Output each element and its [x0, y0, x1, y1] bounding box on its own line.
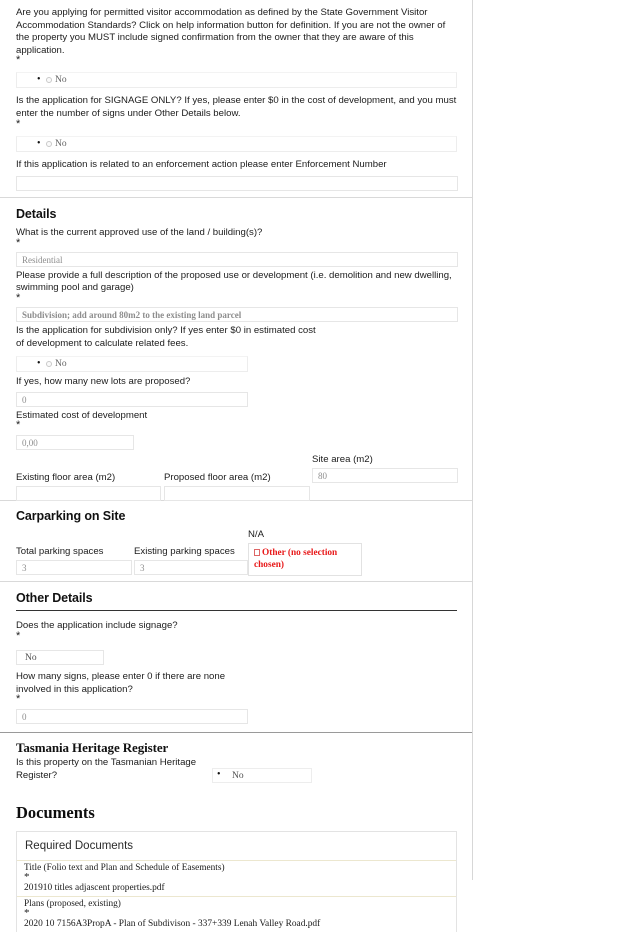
input-number-of-signs[interactable]: 0 — [16, 709, 248, 724]
heading-heritage-register: Tasmania Heritage Register — [16, 740, 169, 756]
answer-label: No — [55, 359, 67, 370]
bullet-icon: • — [37, 137, 41, 149]
radio-icon[interactable] — [46, 77, 52, 83]
label-site-area: Site area (m2) — [312, 454, 373, 466]
required-marker-8: * — [24, 871, 30, 884]
label-total-parking-spaces: Total parking spaces — [16, 546, 104, 558]
radio-icon[interactable] — [46, 141, 52, 147]
label-existing-floor-area: Existing floor area (m2) — [16, 472, 116, 484]
heritage-answer-label: No — [232, 771, 244, 782]
label-proposed-description: Please provide a full description of the proposed use or development (i.e. demolition and new dwelling, swimming pool and garage) — [16, 269, 452, 294]
label-subdivision-only: Is the application for subdivision only? If yes enter $0 in estimated cost of development to calculate related fees. — [16, 324, 316, 349]
required-marker-4: * — [16, 291, 21, 304]
label-enforcement-number: If this application is related to an enforcement action please enter Enforcement Number — [16, 158, 387, 170]
label-existing-parking-spaces: Existing parking spaces — [134, 546, 235, 558]
input-total-parking-spaces[interactable]: 3 — [16, 560, 132, 575]
document-file-name[interactable]: 201910 titles adjascent properties.pdf — [24, 883, 165, 894]
required-marker: * — [16, 54, 21, 67]
bullet-icon: • — [217, 769, 221, 781]
heading-other-details: Other Details — [16, 591, 93, 606]
label-number-of-signs: How many signs, please enter 0 if there are none involved in this application? — [16, 670, 226, 695]
required-marker-2: * — [16, 117, 21, 130]
checkbox-icon[interactable] — [254, 549, 260, 556]
question-signage-only: Is the application for SIGNAGE ONLY? If yes, please enter $0 in the cost of development, and you must enter the number of signs under Other Details below. — [16, 95, 457, 119]
label-new-lots: If yes, how many new lots are proposed? — [16, 376, 191, 388]
bullet-icon: • — [37, 358, 41, 370]
input-site-area[interactable]: 80 — [312, 468, 458, 483]
question-visitor-accommodation: Are you applying for permitted visitor accommodation as defined by the State Government Visitor Accommodation Standards? Click on help information button for definition. If you are not the owner of the property you MUST include signed confirmation from the owner that they are aware of this application. — [16, 7, 446, 56]
input-estimated-cost[interactable]: 0,00 — [16, 435, 134, 450]
answer-label: No — [55, 75, 67, 86]
parking-other-no-selection[interactable] — [248, 543, 362, 576]
radio-icon[interactable] — [46, 361, 52, 367]
required-marker-6: * — [16, 629, 21, 642]
required-documents-panel — [16, 831, 457, 932]
answer-signage-only[interactable] — [16, 136, 457, 152]
label-includes-signage: Does the application include signage? — [16, 620, 178, 632]
heading-carparking: Carparking on Site — [16, 509, 126, 524]
required-marker-3: * — [16, 236, 21, 249]
heading-details: Details — [16, 207, 57, 222]
answer-subdivision-only[interactable] — [16, 356, 248, 372]
required-marker-9: * — [24, 907, 30, 920]
input-current-use[interactable]: Residential — [16, 252, 458, 267]
input-existing-parking-spaces[interactable]: 3 — [134, 560, 248, 575]
document-file-name[interactable]: 2020 10 7156A3PropA - Plan of Subdivison - 337+339 Lenah Valley Road.pdf — [24, 919, 321, 930]
answer-heritage-register[interactable] — [212, 768, 312, 783]
other-no-selection-label: Other (no selection chosen) — [254, 548, 338, 570]
label-proposed-floor-area: Proposed floor area (m2) — [164, 472, 271, 484]
required-documents-title: Required Documents — [25, 840, 134, 853]
input-includes-signage[interactable] — [16, 650, 104, 665]
bullet-icon: • — [37, 74, 41, 86]
answer-label: No — [55, 138, 67, 149]
heading-documents: Documents — [16, 803, 95, 823]
input-existing-floor-area[interactable] — [16, 486, 161, 501]
input-proposed-floor-area[interactable] — [164, 486, 310, 501]
label-na: N/A — [248, 529, 264, 541]
document-label: Plans (proposed, existing) — [24, 899, 121, 910]
signage-answer-label: No — [25, 652, 37, 663]
required-marker-5: * — [16, 419, 21, 432]
document-label: Title (Folio text and Plan and Schedule of Easements) — [24, 863, 225, 874]
document-row — [17, 896, 456, 932]
input-new-lots[interactable]: 0 — [16, 392, 248, 407]
label-estimated-cost: Estimated cost of development — [16, 409, 148, 421]
input-proposed-description[interactable]: Subdivision; add around 80m2 to the existing land parcel — [16, 307, 458, 322]
input-enforcement-number[interactable] — [16, 176, 458, 191]
question-heritage-register: Is this property on the Tasmanian Heritage Register? — [16, 757, 197, 781]
required-marker-7: * — [16, 693, 21, 706]
document-row — [17, 860, 456, 896]
answer-visitor-accommodation[interactable] — [16, 72, 457, 88]
label-current-use: What is the current approved use of the land / building(s)? — [16, 227, 263, 239]
